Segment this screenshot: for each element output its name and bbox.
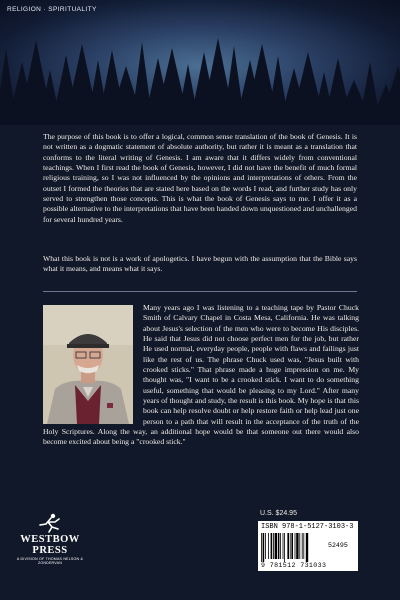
isbn-barcode: [258, 521, 358, 571]
author-bio: Many years ago I was listening to a teaching tape by Pastor Chuck Smith of Calvary Chapel in Costa Mesa, California. He was talking about Jesus's selection of the men who were to become His disciples. He said that Jesus did not choose perfect men for the job, but rather He used normal, everyday people, people with flaws and failings just like the rest of us. The phrase Chuck used was, "Jesus built with crooked sticks." That phrase made a huge impression on me. My thought was, "I want to be a crooked stick. I want to do something useful, something that would be pleasing to my Lord." After many years of thought and study, the result is this book. My hope is that this book can help resolve doubt or help restore faith or help lead just one person to a path that will result in the acceptance of the truth of the Holy Scriptures. Along the way, an additional hope would be that someone out there would also become excited about being a "crooked stick.": [43, 303, 359, 447]
publisher-logo: [12, 513, 88, 565]
synopsis-paragraph: The purpose of this book is to offer a logical, common sense translation of the book of Genesis. It is not written as a dogmatic statement of absolute authority, but rather it is meant as a translation that conforms to the literal writing of Genesis. I am aware that it differs widely from conventional teachings. When I first read the book of Genesis, however, I did not have the benefit of much formal religious training, so I was not influenced by the opinions and interpretations of others. From the outset I formed the theories that are stated here based on the words I read, and further study has only served to strengthen those concepts. This is what the book of Genesis says to me. I offer it as a possible alternative to the interpretations that have been handed down unquestioned and unchallenged for several hundred years.: [43, 132, 357, 224]
publisher-tagline: A DIVISION OF THOMAS NELSON & ZONDERVAN: [16, 557, 84, 565]
publisher-name: WESTBOW PRESS: [20, 534, 80, 556]
forest-treeline: [0, 0, 400, 125]
author-section: [43, 303, 359, 448]
price-code: 52495: [328, 542, 348, 549]
synopsis-paragraph-second: What this book is not is a work of apologetics. I have begun with the assumption that the Bible says what it means, and means what it says.: [43, 254, 357, 274]
isbn-text: ISBN 978-1-5127-3103-3: [261, 523, 354, 531]
barcode-bars: [261, 533, 323, 562]
isbn-number: 9 781512 731033: [261, 562, 327, 569]
author-photo: [43, 305, 133, 424]
runner-icon: [35, 513, 65, 533]
price-label: U.S. $24.95: [260, 510, 297, 517]
section-divider: [43, 291, 357, 292]
genre-label: RELIGION · SPIRITUALITY: [7, 6, 97, 13]
